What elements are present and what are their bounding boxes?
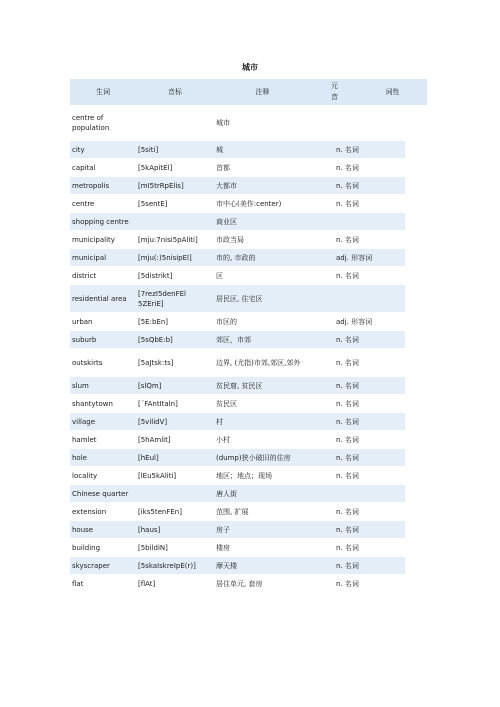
word-cell: slum <box>70 377 136 394</box>
phonetic-cell: [5aJtsk:ts] <box>136 349 214 376</box>
table-row <box>70 349 427 376</box>
part-of-speech-cell: n. 名词 <box>336 331 405 348</box>
gloss-cell: 商业区 <box>214 213 311 230</box>
word-cell: building <box>70 539 136 556</box>
phonetic-cell: [ˊFAntItaln] <box>136 395 214 412</box>
phonetic-cell: [iks5tenFEn] <box>136 503 214 520</box>
word-cell: capital <box>70 159 136 176</box>
table-row <box>70 377 427 394</box>
part-of-speech-cell <box>336 213 405 230</box>
part-of-speech-cell <box>336 285 405 312</box>
word-cell: municipal <box>70 249 136 266</box>
table-row <box>70 195 427 212</box>
phonetic-cell: [5sentE] <box>136 195 214 212</box>
phonetic-cell: [7rezI5denFEl 5ZEriE] <box>136 285 214 312</box>
table-row <box>70 431 427 448</box>
word-cell: locality <box>70 467 136 484</box>
gloss-cell: 小村 <box>214 431 311 448</box>
word-cell: village <box>70 413 136 430</box>
word-cell: centre <box>70 195 136 212</box>
phonetic-cell: [mju(:)5nisipEl] <box>136 249 214 266</box>
phonetic-cell: [5siti] <box>136 141 214 158</box>
phonetic-cell: [haus] <box>136 521 214 538</box>
gloss-cell: 居民区, 住宅区 <box>214 285 311 312</box>
part-of-speech-cell: n. 名词 <box>336 449 405 466</box>
part-of-speech-cell: n. 名词 <box>336 413 405 430</box>
part-of-speech-cell: n. 名词 <box>336 195 405 212</box>
word-cell: residential area <box>70 285 136 312</box>
word-cell: city <box>70 141 136 158</box>
part-of-speech-cell: n. 名词 <box>336 521 405 538</box>
gloss-cell: 村 <box>214 413 311 430</box>
gloss-cell: 大都市 <box>214 177 311 194</box>
table-row <box>70 521 427 538</box>
word-cell: hole <box>70 449 136 466</box>
gloss-cell: 市政当局 <box>214 231 311 248</box>
table-row <box>70 249 427 266</box>
part-of-speech-cell: n. 名词 <box>336 231 405 248</box>
gloss-cell: 房子 <box>214 521 311 538</box>
gloss-cell: 城市 <box>214 106 311 140</box>
part-of-speech-cell: n. 名词 <box>336 575 405 592</box>
part-of-speech-cell <box>336 106 405 140</box>
gloss-cell: 范围, 扩展 <box>214 503 311 520</box>
part-of-speech-cell: n. 名词 <box>336 395 405 412</box>
phonetic-cell: [mju:7nisi5pAliti] <box>136 231 214 248</box>
header-word: 生词 <box>70 79 136 105</box>
word-cell: municipality <box>70 231 136 248</box>
part-of-speech-cell: n. 名词 <box>336 349 405 376</box>
table-row <box>70 267 427 284</box>
part-of-speech-cell: n. 名词 <box>336 141 405 158</box>
part-of-speech-cell: n. 名词 <box>336 377 405 394</box>
part-of-speech-cell: n. 名词 <box>336 467 405 484</box>
word-cell: shantytown <box>70 395 136 412</box>
phonetic-cell: [flAt] <box>136 575 214 592</box>
gloss-cell: 摩天楼 <box>214 557 311 574</box>
phonetic-cell: [5bildiN] <box>136 539 214 556</box>
word-cell: centre of population <box>70 106 136 140</box>
table-body <box>70 106 427 592</box>
part-of-speech-cell <box>336 485 405 502</box>
gloss-cell: 市中心(美作:center) <box>214 195 311 212</box>
part-of-speech-cell: n. 名词 <box>336 159 405 176</box>
phonetic-cell: [mI5trRpElis] <box>136 177 214 194</box>
gloss-cell: 楼房 <box>214 539 311 556</box>
word-cell: hamlet <box>70 431 136 448</box>
table-row <box>70 313 427 330</box>
table-row <box>70 539 427 556</box>
phonetic-cell: [5hAmlit] <box>136 431 214 448</box>
part-of-speech-cell: n. 名词 <box>336 503 405 520</box>
word-cell: extension <box>70 503 136 520</box>
table-row <box>70 449 427 466</box>
phonetic-cell <box>136 485 214 502</box>
gloss-cell: 贫民窟, 贫民区 <box>214 377 311 394</box>
page-title: 城市 <box>242 63 258 72</box>
gloss-cell: 唐人街 <box>214 485 311 502</box>
part-of-speech-cell: n. 名词 <box>336 557 405 574</box>
table-row <box>70 177 427 194</box>
table-header-row <box>70 79 427 105</box>
phonetic-cell: [5vilidV] <box>136 413 214 430</box>
gloss-cell: 区 <box>214 267 311 284</box>
table-row <box>70 231 427 248</box>
table-row <box>70 557 427 574</box>
word-cell: flat <box>70 575 136 592</box>
word-cell: house <box>70 521 136 538</box>
table-row <box>70 285 427 312</box>
header-phonetic: 音标 <box>136 79 214 105</box>
gloss-cell: (dump)狭小破旧的住房 <box>214 449 311 466</box>
word-cell: Chinese quarter <box>70 485 136 502</box>
word-cell: shopping centre <box>70 213 136 230</box>
gloss-cell: 郊区，市郊 <box>214 331 311 348</box>
part-of-speech-cell: adj. 形容词 <box>336 313 405 330</box>
word-cell: outskirts <box>70 349 136 376</box>
vocabulary-table <box>70 78 427 593</box>
part-of-speech-cell: n. 名词 <box>336 177 405 194</box>
gloss-cell: 边界, (尤指)市郊,郊区,郊外 <box>214 349 311 376</box>
gloss-cell: 城 <box>214 141 311 158</box>
gloss-cell: 居住单元, 套房 <box>214 575 311 592</box>
table-row <box>70 503 427 520</box>
table-row <box>70 141 427 158</box>
word-cell: district <box>70 267 136 284</box>
phonetic-cell <box>136 106 214 140</box>
table-row <box>70 331 427 348</box>
gloss-cell: 市区的 <box>214 313 311 330</box>
table-row <box>70 467 427 484</box>
phonetic-cell: [5E:bEn] <box>136 313 214 330</box>
part-of-speech-cell: adj. 形容词 <box>336 249 405 266</box>
header-part-of-speech: 词性 <box>358 79 427 105</box>
word-cell: metropolis <box>70 177 136 194</box>
header-gloss: 注释 <box>214 79 311 105</box>
gloss-cell: 贫民区 <box>214 395 311 412</box>
table-row <box>70 413 427 430</box>
table-row <box>70 106 427 140</box>
phonetic-cell: [slQm] <box>136 377 214 394</box>
table-row <box>70 485 427 502</box>
part-of-speech-cell: n. 名词 <box>336 539 405 556</box>
table-row <box>70 575 427 592</box>
phonetic-cell: [5kApitEl] <box>136 159 214 176</box>
phonetic-cell: [5skaIskreIpE(r)] <box>136 557 214 574</box>
part-of-speech-cell: n. 名词 <box>336 431 405 448</box>
phonetic-cell: [hEul] <box>136 449 214 466</box>
word-cell: suburb <box>70 331 136 348</box>
gloss-cell: 市的, 市政的 <box>214 249 311 266</box>
table-row <box>70 395 427 412</box>
part-of-speech-cell: n. 名词 <box>336 267 405 284</box>
gloss-cell: 首都 <box>214 159 311 176</box>
table-row <box>70 213 427 230</box>
word-cell: urban <box>70 313 136 330</box>
header-vowel: 元 音 <box>311 79 358 105</box>
phonetic-cell: [lEu5kAliti] <box>136 467 214 484</box>
table-row <box>70 159 427 176</box>
phonetic-cell: [5distrikt] <box>136 267 214 284</box>
gloss-cell: 地区；地点；现场 <box>214 467 311 484</box>
word-cell: skyscraper <box>70 557 136 574</box>
phonetic-cell <box>136 213 214 230</box>
phonetic-cell: [5sQbE:b] <box>136 331 214 348</box>
